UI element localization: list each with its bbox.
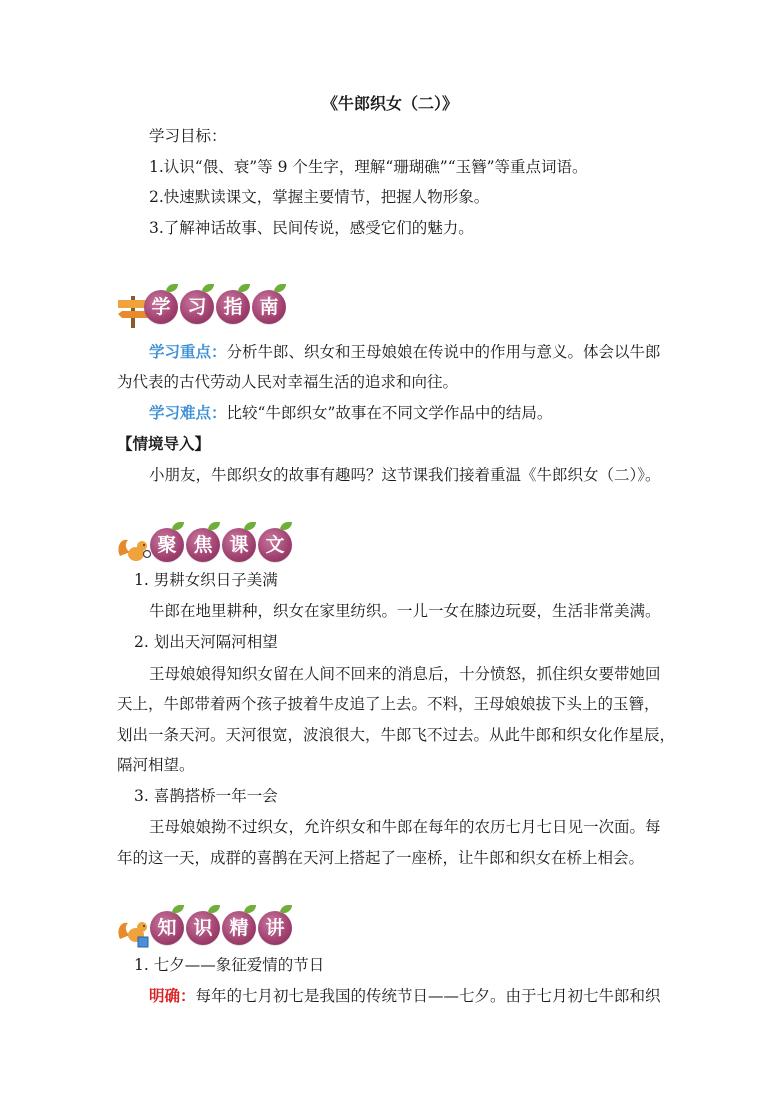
banner-char: 识 <box>186 911 220 945</box>
paragraph-line: 王母娘娘得知织女留在人间不回来的消息后，十分愤怒，抓住织女要带她回 <box>149 665 661 683</box>
section-title: 2. 划出天河隔河相望 <box>134 633 278 651</box>
paragraph-line: 天上，牛郎带着两个孩子披着牛皮追了上去。不料，王母娘娘拔下头上的玉簪， <box>117 695 660 713</box>
leaf-icon <box>280 905 292 913</box>
leaf-icon <box>238 284 250 292</box>
paragraph-line: 隔河相望。 <box>117 756 195 774</box>
banner-char: 南 <box>252 290 286 324</box>
objective-item: 1.认识“偎、衰”等 9 个生字，理解“珊瑚礁”“玉簪”等重点词语。 <box>149 158 588 176</box>
intro-text: 小朋友，牛郎织女的故事有趣吗？这节课我们接着重温《牛郎织女（二）》。 <box>149 466 661 484</box>
intro-heading: 【情境导入】 <box>117 434 211 453</box>
leaf-icon <box>244 905 256 913</box>
focus-text: 分析牛郎、织女和王母娘娘在传说中的作用与意义。体会以牛郎 <box>226 343 661 361</box>
banner-char: 课 <box>222 528 256 562</box>
leaf-icon <box>172 522 184 530</box>
focus-text-banner <box>116 522 316 572</box>
difficulty-line <box>149 403 552 423</box>
banner-char: 讲 <box>258 911 292 945</box>
leaf-icon <box>280 522 292 530</box>
objectives-heading: 学习目标： <box>149 127 227 145</box>
leaf-icon <box>208 905 220 913</box>
leaf-icon <box>208 522 220 530</box>
banner-char: 指 <box>216 290 250 324</box>
banner-char: 知 <box>150 911 184 945</box>
focus-line-2: 为代表的古代劳动人民对幸福生活的追求和向往。 <box>117 373 459 391</box>
banner-char: 学 <box>144 290 178 324</box>
objective-item: 3.了解神话故事、民间传说，感受它们的魅力。 <box>149 219 474 237</box>
section-title: 3. 喜鹊搭桥一年一会 <box>134 787 278 805</box>
leaf-icon <box>172 905 184 913</box>
focus-label: 学习重点： <box>149 342 227 361</box>
paragraph-line: 划出一条天河。天河很宽，波浪很大，牛郎飞不过去。从此牛郎和织女化作星辰， <box>117 726 676 744</box>
squirrel-book-icon <box>116 913 152 949</box>
paragraph-line: 年的这一天，成群的喜鹊在天河上搭起了一座桥，让牛郎和织女在桥上相会。 <box>117 849 645 867</box>
paragraph-line: 牛郎在地里耕种，织女在家里纺织。一儿一女在膝边玩耍，生活非常美满。 <box>149 602 661 620</box>
banner-char: 文 <box>258 528 292 562</box>
difficulty-label: 学习难点： <box>149 403 227 422</box>
knowledge-banner <box>116 905 316 955</box>
banner-char: 精 <box>222 911 256 945</box>
leaf-icon <box>274 284 286 292</box>
leaf-icon <box>244 522 256 530</box>
banner-char: 习 <box>180 290 214 324</box>
difficulty-text: 比较“牛郎织女”故事在不同文学作品中的结局。 <box>226 404 553 422</box>
focus-line <box>149 342 661 362</box>
clarify-line <box>149 986 661 1006</box>
clarify-label: 明确： <box>149 986 196 1005</box>
leaf-icon <box>202 284 214 292</box>
objective-item: 2.快速默读课文，掌握主要情节，把握人物形象。 <box>149 188 490 206</box>
banner-char: 焦 <box>186 528 220 562</box>
leaf-icon <box>166 284 178 292</box>
page-title: 《牛郎织女（二）》 <box>321 94 458 113</box>
clarify-text: 每年的七月初七是我国的传统节日——七夕。由于七月初七牛郎和织 <box>195 987 661 1005</box>
banner-char: 聚 <box>150 528 184 562</box>
squirrel-icon <box>116 530 152 566</box>
section-title: 1. 男耕女织日子美满 <box>134 571 278 589</box>
paragraph-line: 王母娘娘拗不过织女，允许织女和牛郎在每年的农历七月七日见一次面。每 <box>149 818 661 836</box>
section-title: 1. 七夕——象征爱情的节日 <box>134 956 325 974</box>
study-guide-banner <box>116 284 316 334</box>
